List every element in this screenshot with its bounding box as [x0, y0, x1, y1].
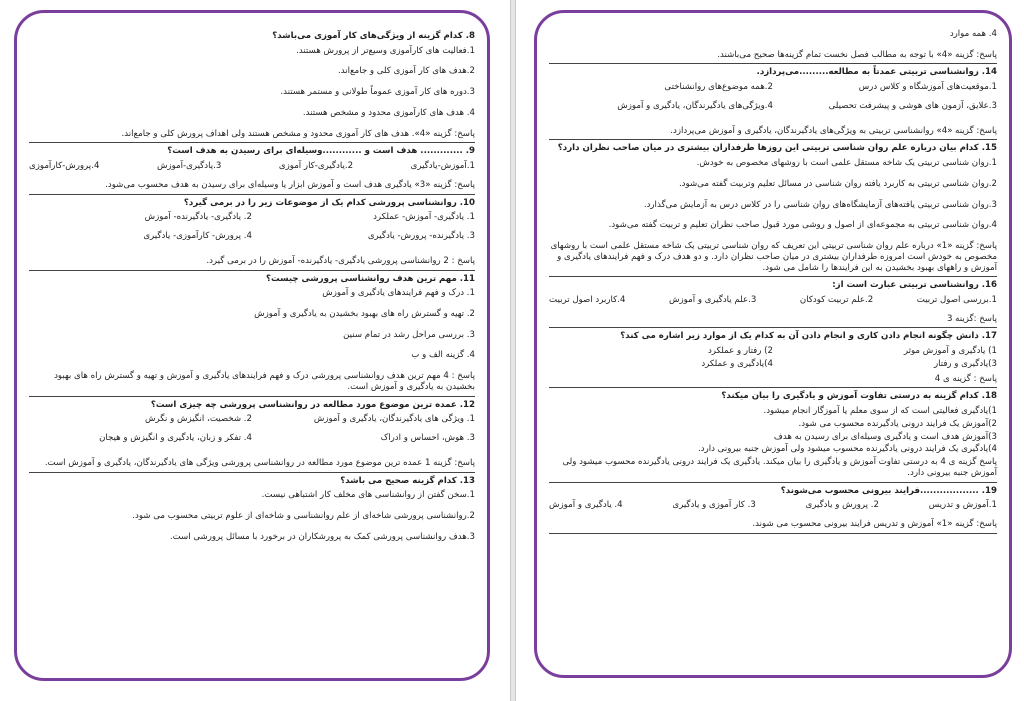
option: 2.روان شناسی تربیتی به کاربرد یافته روان شناسی در مسائل تعلیم وتربیت گفته می‌شود.	[678, 178, 997, 189]
option: 4.ویژگی‌های یادگیرندگان، یادگیری و آموزش	[617, 100, 773, 111]
option: 4. همه موارد	[949, 29, 997, 39]
separator	[549, 139, 997, 140]
options-row	[29, 161, 475, 172]
answer: پاسخ: گزینه 1 عمده ترین موضوع مورد مطالعه در روانشناسی پرورشی ویژگی های یادگیرندگان، یادگیری و آموزش است.	[44, 457, 475, 468]
option: 1)یادگیری فعالیتی است که از سوی معلم یا آموزگار انجام میشود.	[763, 406, 997, 417]
left-page-content	[29, 29, 475, 553]
option: 2. تهیه و گسترش راه های بهبود بخشیدن به یادگیری و آموزش	[254, 309, 475, 320]
left-page	[0, 0, 510, 701]
question-title: 18. کدام گزینه به درستی تفاوت آموزش و یادگیری را بیان میکند؟	[721, 391, 997, 402]
option: 2.هدف های کار آموزی کلی و جامع‌اند.	[338, 66, 475, 77]
separator	[29, 270, 475, 271]
options-row	[549, 500, 997, 511]
option: 1.سخن گفتن از روانشناسی های مخلف کار اشتباهی نیست.	[261, 490, 475, 501]
option: 3)یادگیری و رفتار	[933, 358, 997, 369]
option: 3.یادگیری-آموزش	[156, 161, 222, 172]
option: 3.علم یادگیری و آموزش	[669, 295, 757, 306]
separator	[549, 327, 997, 328]
option: 3. هوش، احساس و ادراک	[380, 433, 475, 444]
option: 2. یادگیری- یادگیرنده- آموزش	[144, 212, 252, 223]
option: 3.هدف روانشناسی پرورشی کمک به پرورشکاران در برخورد با مسائل پرورشی است.	[169, 531, 475, 542]
options-grid	[29, 212, 475, 249]
separator	[549, 63, 997, 64]
option: 3.علایق، آزمون های هوشی و پیشرفت تحصیلی	[828, 100, 997, 111]
answer: پاسخ: گزینه «4» با توجه به مطالب فصل نخست تمام گزینه‌ها صحیح می‌باشند.	[717, 49, 997, 60]
option: 4. تفکر و زبان، یادگیری و انگیزش و هیجان	[99, 433, 252, 444]
question-title: 9. ............. هدف است و ............وسیله‌ای برای رسیدن به هدف است؟	[167, 146, 475, 157]
option: 4)یادگیری و عملکرد	[701, 358, 773, 369]
question-title: 11. مهم ترین هدف روانشناسی پرورشی چیست؟	[266, 273, 475, 284]
separator	[29, 396, 475, 397]
option: 2) رفتار و عملکرد	[707, 346, 773, 357]
options-grid	[549, 82, 997, 119]
option: 4. هدف های کارآموزی محدود و مشخص هستند.	[302, 107, 475, 118]
right-page-content	[549, 29, 997, 537]
option: 3.روان شناسی تربیتی یافته‌های آزمایشگاه‌های روان شناسی را در کلاس درس به آزمایش می‌گذارد.	[643, 199, 997, 210]
options-grid	[29, 414, 475, 451]
option: 1. ویژگی های یادگیرندگان، یادگیری و آموزش	[313, 414, 475, 425]
answer: پاسخ: گزینه «1» آموزش و تدریس فرایند بیرونی محسوب می شوند.	[752, 519, 997, 530]
option: 4.کاربرد اصول تربیت	[549, 295, 626, 306]
option: 2.علم تربیت کودکان	[799, 295, 874, 306]
option: 1. درک و فهم فرایندهای یادگیری و آموزش	[322, 288, 475, 299]
option: 2.همه موضوع‌های روانشناختی	[664, 82, 773, 93]
right-page	[516, 0, 1024, 701]
right-page-frame	[534, 10, 1012, 678]
answer: پاسخ گزینه ی 4 به درستی تفاوت آموزش و یادگیری را بیان میکند. یادگیری یک فرایند درونی یادگیرنده محسوب میشود ولی آموزش جنبه بیرونی دارد.	[562, 457, 997, 478]
option: 4.روان شناسی تربیتی به مجموعه‌ای از اصول و روشی مورد قبول صاحب نظران تعلیم و تربیت گفته می‌شود.	[608, 220, 997, 231]
option: 1. یادگیری- آموزش- عملکرد	[373, 212, 475, 223]
option: 4. پرورش- کارآموزی- یادگیری	[143, 231, 252, 242]
option: 1.آموزش-یادگیری	[410, 161, 475, 172]
option: 1.روان شناسی تربیتی یک شاخه مستقل علمی است با روشهای مخصوص به خودش.	[696, 158, 997, 169]
option: 1) یادگیری و آموزش موثر	[903, 346, 997, 357]
separator	[29, 472, 475, 473]
option: 4)یادگیری یک فرایند درونی یادگیرنده محسوب میشود ولی آموزش جنبه بیرونی دارد.	[698, 444, 997, 455]
options-row	[549, 295, 997, 306]
option: 1.بررسی اصول تربیت	[916, 295, 997, 306]
option: 1.فعالیت های کارآموزی وسیع‌تر از پرورش هستند.	[296, 45, 475, 56]
answer: پاسخ: گزینه «1» درباره علم روان شناسی تربیتی این تعریف که روان شناسی تربیتی یک شاخه مستقل علمی است با روشهای مخصوص به خودش است امروزه طرفداران بیشتری در میان صاحب نظران دارد. و دو هدف درک و فهم فرایندهای یادگیری و آموزش و راههای بهبود بخشیدن به این فرایندها را شامل می شود.	[550, 241, 997, 273]
option: 3. یادگیرنده- پرورش- یادگیری	[367, 231, 475, 242]
answer: پاسخ :گزینه 3	[946, 313, 997, 324]
option: 4.پرورش-کارآموزی	[29, 161, 100, 172]
options-grid	[549, 346, 997, 371]
option: 2.روانشناسی پرورشی شاخه‌ای از علم روانشناسی و شاخه‌ای از علوم تربیتی محسوب می شود.	[132, 511, 475, 522]
option: 4. گزینه الف و ب	[411, 350, 475, 361]
question-title: 17. دانش چگونه انجام دادن کاری و انجام دادن آن به کدام یک از موارد زیر اشاره می کند؟	[620, 331, 997, 342]
question-title: 15. کدام بیان درباره علم روان شناسی تربیتی این روزها طرفداران بیشتری در میان صاحب نظران دارد؟	[557, 143, 997, 154]
option: 4. یادگیری و آموزش	[549, 500, 623, 511]
answer: پاسخ : 4 مهم ترین هدف روانشناسی پرورشی درک و فهم فرایندهای یادگیری و آموزش و تهیه و گسترش راه های بهبود بخشیدن به یادگیری و آموزش است.	[54, 371, 475, 392]
separator	[549, 387, 997, 388]
answer: پاسخ : 2 روانشناسی پرورشی یادگیری- یادگیرنده- آموزش را در برمی گیرد.	[206, 255, 475, 266]
option: 1.موقعیت‌های آموزشگاه و کلاس درس	[858, 82, 997, 93]
answer: پاسخ: گزینه «3» یادگیری هدف است و آموزش ابزار یا وسیله‌ای برای رسیدن به هدف محسوب می‌شود.	[105, 179, 475, 190]
separator	[549, 276, 997, 277]
answer: پاسخ : گزینه ی 4	[934, 373, 997, 384]
option: 1.آموزش و تدریس	[928, 500, 997, 511]
question-title: 19. ..................فرایند بیرونی محسوب می‌شوند؟	[780, 485, 997, 496]
left-page-frame	[14, 10, 490, 681]
question-title: 13. کدام گزینه صحیح می باشد؟	[340, 475, 475, 486]
answer: پاسخ: گزینه «4». هدف های کار آموزی محدود و مشخص هستند ولی اهداف پرورش کلی و جامع‌اند.	[121, 128, 475, 139]
option: 3. کار آموزی و یادگیری	[672, 500, 756, 511]
option: 3)آموزش هدف است و یادگیری وسیله‌ای برای رسیدن به هدف	[773, 431, 997, 442]
option: 3. بررسی مراحل رشد در تمام سنین	[343, 329, 475, 340]
question-block	[549, 391, 997, 478]
question-title: 16. روانشناسی تربیتی عبارت است از:	[832, 280, 997, 291]
option: 2. پرورش و یادگیری	[805, 500, 879, 511]
separator	[29, 194, 475, 195]
separator	[29, 142, 475, 143]
option: 2.یادگیری-کار آموزی	[278, 161, 354, 172]
separator	[549, 482, 997, 483]
separator	[549, 533, 997, 534]
option: 2)آموزش یک فرایند درونی یادگیرنده محسوب می شود.	[798, 418, 997, 429]
option: 2. شخصیت، انگیزش و نگرش	[144, 414, 252, 425]
option: 3.دوره های کار آموزی عموماً طولانی و مستمر هستند.	[280, 87, 475, 98]
question-title: 8. کدام گزینه از ویژگی‌های کار آموزی می‌باشد؟	[272, 31, 475, 41]
answer: پاسخ: گزینه «4» روانشناسی تربیتی به ویژگی‌های یادگیرندگان، یادگیری و آموزش می‌پردازد.	[670, 125, 997, 136]
question-title: 10. روانشناسی پرورشی کدام یک از موضوعات زیر را در برمی گیرد؟	[183, 197, 475, 208]
question-title: 14. روانشناسی تربیتی عمدتاً به مطالعه.........می‌پردازد.	[756, 67, 997, 78]
question-title: 12. عمده ترین موضوع مورد مطالعه در روانشناسی پرورشی چه چیزی است؟	[150, 399, 475, 410]
